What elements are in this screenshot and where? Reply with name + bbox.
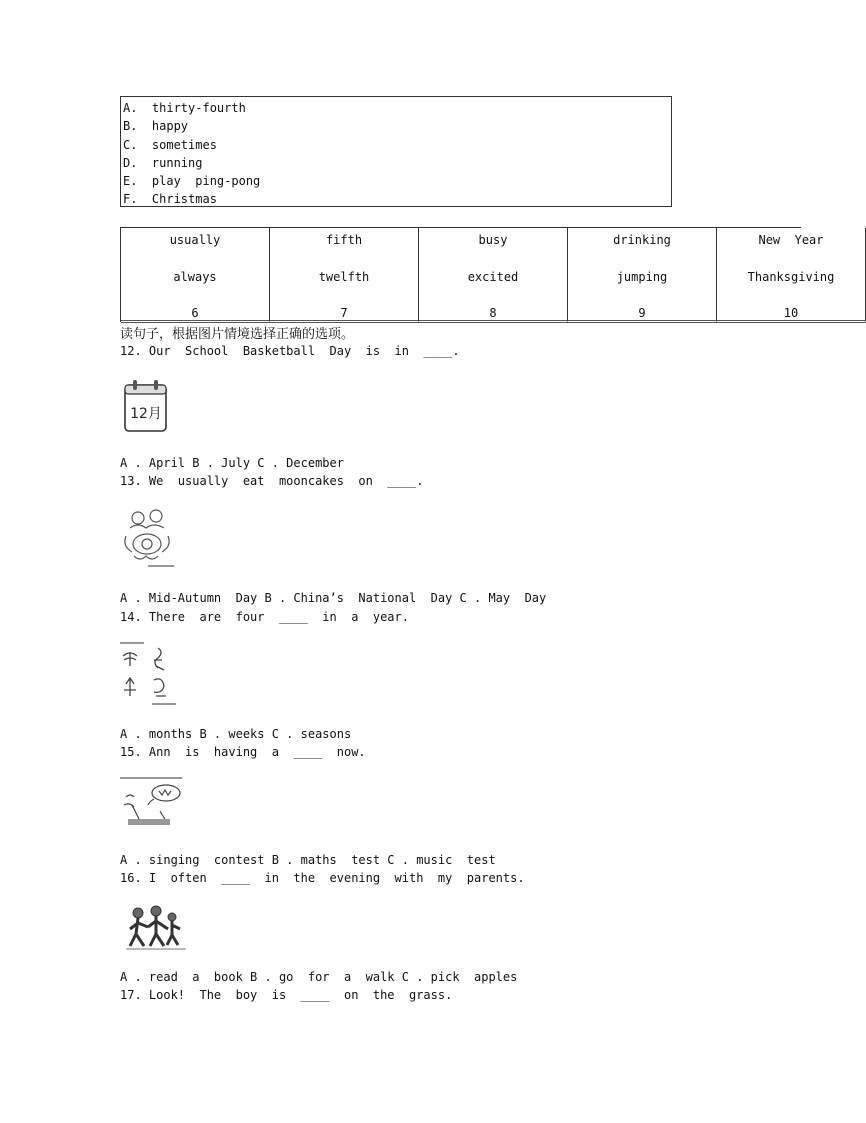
table-number: 6	[191, 306, 199, 320]
table-word: busy	[478, 233, 508, 247]
options-box	[120, 96, 672, 207]
table-word: New Year	[758, 233, 824, 247]
question-15-choices: A . singing contest B . maths test C . music test	[120, 853, 496, 867]
table-word: Thanksgiving	[747, 270, 835, 284]
mooncake-family-picture	[120, 506, 176, 568]
option-c: C. sometimes	[123, 138, 217, 152]
table-word: drinking	[613, 233, 671, 247]
question-13-stem: 13. We usually eat mooncakes on ____.	[120, 474, 424, 488]
table-word: jumping	[616, 270, 668, 284]
table-column	[568, 228, 717, 323]
question-13-choices: A . Mid-Autumn Day B . China’s National Day C . May Day	[120, 591, 547, 605]
option-f: F. Christmas	[123, 192, 217, 206]
table-word: twelfth	[318, 270, 370, 284]
table-word: usually	[169, 233, 221, 247]
option-d: D. running	[123, 156, 203, 170]
question-12-stem: 12. Our School Basketball Day is in ____.	[120, 344, 460, 358]
table-word: fifth	[325, 233, 363, 247]
option-b: B. happy	[123, 119, 189, 133]
instruction: 读句子，根据图片情境选择正确的选项。	[120, 327, 355, 342]
question-17-stem: 17. Look! The boy is ____ on the grass.	[120, 988, 453, 1002]
table-column	[121, 228, 270, 323]
calendar-label: 12月	[130, 406, 162, 422]
table-column	[270, 228, 419, 323]
question-16-choices: A . read a book B . go for a walk C . pick apples	[120, 970, 518, 984]
calendar-icon	[122, 378, 170, 434]
table-column	[419, 228, 568, 323]
music-test-picture	[118, 775, 184, 831]
table-word: always	[173, 270, 217, 284]
table-number: 9	[638, 306, 646, 320]
table-number: 8	[489, 306, 497, 320]
table-number: 7	[340, 306, 348, 320]
four-seasons-picture	[118, 640, 180, 708]
table-number: 10	[783, 306, 799, 320]
question-16-stem: 16. I often ____ in the evening with my parents.	[120, 871, 525, 885]
table-word: excited	[467, 270, 519, 284]
question-14-choices: A . months B . weeks C . seasons	[120, 727, 352, 741]
question-14-stem: 14. There are four ____ in a year.	[120, 610, 409, 624]
question-12-choices: A . April B . July C . December	[120, 456, 344, 470]
option-e: E. play ping-pong	[123, 174, 261, 188]
table-column	[717, 228, 866, 323]
family-walk-picture	[124, 905, 188, 953]
question-15-stem: 15. Ann is having a ____ now.	[120, 745, 366, 759]
option-a: A. thirty-fourth	[123, 101, 246, 115]
word-table	[120, 227, 835, 322]
